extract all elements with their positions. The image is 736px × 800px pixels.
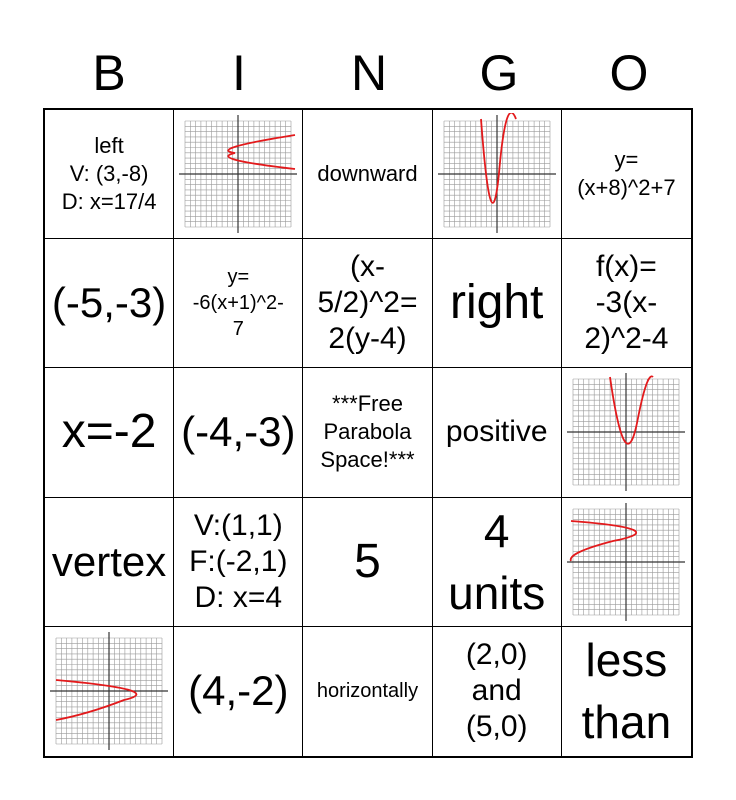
bingo-cell[interactable] [433, 110, 562, 239]
header-letter-g: G [479, 45, 519, 101]
bingo-cell-text: downward [317, 161, 418, 187]
bingo-cell[interactable] [303, 627, 432, 756]
bingo-cell-text: (x- 5/2)^2= 2(y-4) [317, 250, 418, 356]
bingo-cell[interactable] [303, 239, 432, 368]
header-letter-o: O [609, 45, 649, 101]
bingo-cell-text: positive [445, 415, 548, 449]
bingo-cell-text: f(x)= -3(x- 2)^2-4 [584, 250, 669, 356]
header-letter-b: B [92, 45, 126, 101]
bingo-cell[interactable] [45, 110, 174, 239]
bingo-cell[interactable] [174, 368, 303, 497]
bingo-cell-text: (-5,-3) [51, 279, 167, 327]
bingo-cell-text: (4,-2) [188, 667, 289, 715]
bingo-cell[interactable] [433, 627, 562, 756]
header-letter-i: I [232, 45, 246, 101]
graph-parabola-opens-left-wide [48, 630, 170, 752]
bingo-cell[interactable] [45, 498, 174, 627]
bingo-cell-text: less than [581, 634, 672, 749]
bingo-cell[interactable] [562, 368, 691, 497]
bingo-cell[interactable] [174, 498, 303, 627]
bingo-cell-text: (-4,-3) [181, 408, 296, 456]
bingo-cell-text: left V: (3,-8) D: x=17/4 [61, 133, 157, 215]
bingo-cell[interactable] [433, 239, 562, 368]
bingo-cell[interactable] [433, 498, 562, 627]
bingo-cell[interactable] [303, 110, 432, 239]
header-letter-n: N [350, 45, 388, 101]
bingo-cell-text: right [450, 276, 544, 330]
bingo-cell[interactable] [433, 368, 562, 497]
bingo-cell-text: 4 units [448, 504, 546, 619]
graph-parabola-opens-right [177, 113, 299, 235]
bingo-cell-text: 5 [354, 534, 381, 588]
graph-parabola-opens-left [565, 501, 687, 623]
bingo-cell[interactable] [45, 239, 174, 368]
bingo-cell[interactable] [174, 627, 303, 756]
bingo-cell[interactable] [562, 239, 691, 368]
bingo-cell[interactable] [174, 239, 303, 368]
graph-parabola-opens-up [436, 113, 558, 235]
bingo-cell[interactable] [303, 368, 432, 497]
bingo-cell[interactable] [562, 627, 691, 756]
bingo-cell-text: y= -6(x+1)^2- 7 [192, 266, 284, 341]
bingo-cell[interactable] [562, 498, 691, 627]
bingo-cell-text: V:(1,1) F:(-2,1) D: x=4 [189, 508, 288, 614]
graph-parabola-opens-up-shifted [565, 371, 687, 493]
bingo-cell[interactable] [45, 368, 174, 497]
bingo-board [43, 108, 693, 758]
bingo-cell-text: x=-2 [61, 405, 157, 459]
bingo-cell[interactable] [303, 498, 432, 627]
bingo-cell-text: vertex [51, 537, 167, 585]
bingo-cell-text: ***Free Parabola Space!*** [320, 391, 415, 473]
bingo-cell-text: (2,0) and (5,0) [465, 638, 528, 744]
bingo-cell-text: y= (x+8)^2+7 [577, 147, 676, 201]
bingo-cell[interactable] [45, 627, 174, 756]
bingo-cell[interactable] [174, 110, 303, 239]
bingo-cell-text: horizontally [316, 680, 419, 703]
bingo-cell[interactable] [562, 110, 691, 239]
bingo-header [44, 40, 694, 106]
